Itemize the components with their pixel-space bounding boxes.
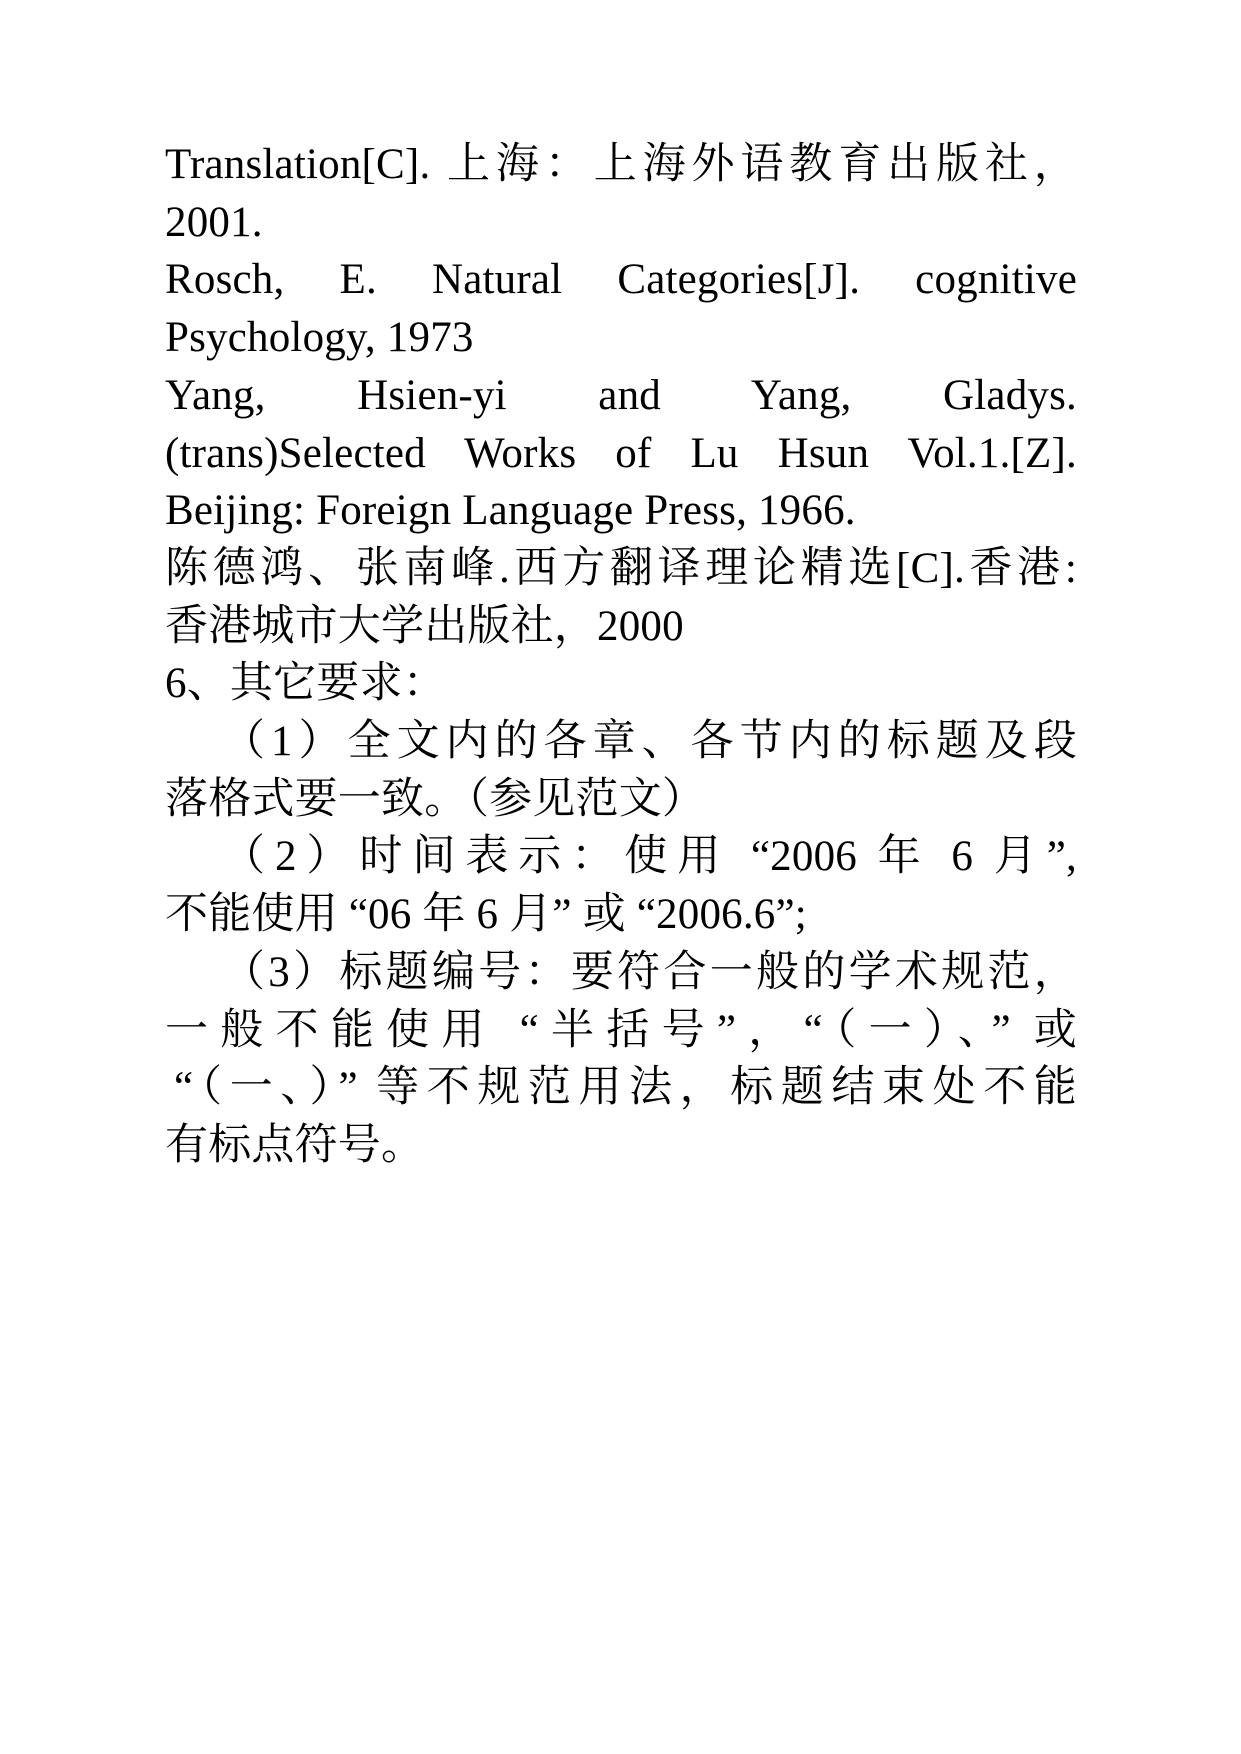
doc-line-10: 6、其它要求： [165,660,446,708]
doc-line-1: Translation[C]. 上海：上海外语教育出版社， [165,141,1077,188]
doc-line-12: 落格式要一致。（参见范文） [165,775,706,823]
doc-line-16: 一般不能使用 “半括号”，“（一）、” 或 [165,1006,1077,1054]
doc-line-18: 有标点符号。 [165,1121,425,1169]
doc-line-3: Rosch, E. Natural Categories[J]. cognitive [165,256,1077,304]
doc-line-5: Yang, Hsien-yi and Yang, Gladys. [165,371,1077,419]
doc-line-6: (trans)Selected Works of Lu Hsun Vol.1.[Z]. [165,429,1077,477]
doc-line-2: 2001. [165,198,263,246]
doc-line-14: 不能使用 “06 年 6 月” 或 “2006.6”; [165,891,807,939]
document-text-block [165,136,1077,1175]
doc-line-8: 陈德鸿、张南峰.西方翻译理论精选[C].香港: [165,544,1077,592]
doc-line-4: Psychology, 1973 [165,314,474,362]
doc-line-9: 香港城市大学出版社，2000 [165,602,684,650]
doc-line-15: （3）标题编号：要符合一般的学术规范， [222,948,1077,996]
doc-line-13: （2）时间表示：使用 “2006 年 6 月”, [222,833,1077,881]
doc-line-17: “（一、）” 等不规范用法，标题结束处不能 [174,1064,1077,1112]
doc-line-11: （1）全文内的各章、各节内的标题及段 [222,718,1077,766]
doc-line-7: Beijing: Foreign Language Press, 1966. [165,487,856,535]
